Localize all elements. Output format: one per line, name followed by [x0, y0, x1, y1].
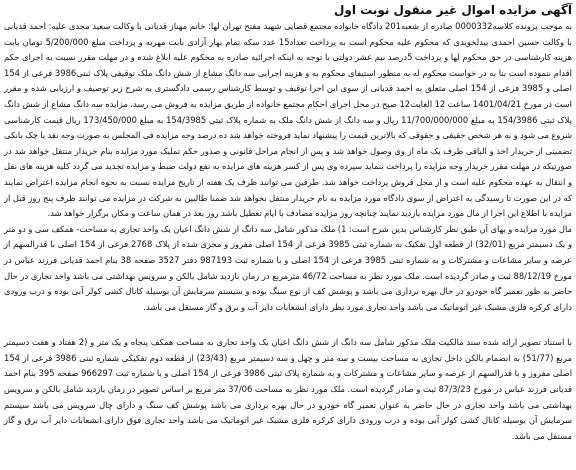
notice-paragraph-property-2: با استناد تصویر ارائه شده سند مالکیت ملک مذکور شامل سه دانگ از شش دانگ اعیان یک واحد تجاری به مساحت همکف پنجاه و یک متر و (2 هفتاد و هفت دسیمتر مربع (51/77) به انضمام بالکن داخل تجاری به مساحت بیست و سه متر و چهل و سه دسیمتر مربع (23/43) از قطعه دوم تفکیکی شماره ثبتی 3986 فرعی از 154 اصلی مفروز و با قدرالسهم از عرصه و سایر مشاعات و مشترکات و به شماره پلاک ثبتی 3986 فرعی از 154 اصلی و با شماره ثبت 966297 صفحه 395 بنام احمد قدیانی فرزند عباس در مورخ 87/3/23 ثبت و صادر گردیده است. ملک مورد نظر به مساحت 37/06 متر مربع بر اساس تصویر در زمان بازدید شامل بالکن و سرویس بهداشتی می باشد واحد تجاری در حال حاضر به عنوان تعمیر گاه خودرو در حال بهره برداری می باشد پوشش کف سنگ و دارای چال سرویس می باشد سیستم سرمایش آن بوسیله کانال کشی کولر آبی بوده و درب ورودی دارای کرکره فلزی مشبک غیر اتوماتیک می باشد واحد تجاری فوق دارای انشعابات دایر آب برق و گاز مستقل می باشد.	[4, 337, 573, 441]
paragraph-gap	[4, 315, 572, 335]
notice-paragraph-main: به موجب پرونده کلاسه0000332 صادره از شعبه201 دادگاه خانواده مجتمع قضایی شهید مفتح تهران لها: خانم مهناز قدیانی با وکالت سعید مجدی علیه: احمد قدیانی با وکالت حسین احمدی بیدلخویدی که محکوم علیه محکوم است به پرداخت تعداد15 عدد سکه تمام بهار آزادی بابت مهریه و پرداخت مبلغ 5/200/000 تومان بابت هزینه کارشناسی در حق محکوم لها و پرداخت 5درصد نیم عشر دولتی با توجه به اینکه اجرائیه صادره به محکوم علیه ابلاغ شده و در مهلت مقرر نسبت به اجرای حکم اقدام ننموده است بنا به در خواست محکوم له به منظور استیفای محکوم به و هزینه اجرایی سه دانگ مشاع از شش دانگ ملک توقیفی پلاک ثبتی3986 فرعی از 154 اصلی و 3985 فرعی از 154 اصلی متعلق به احمد قدیانی از سوی این اجرا توقیف و توسط کارشناس رسمی دادگستری به شرح زیر توصیف و ارزیابی شده و مقرر است در مورخ 1401/04/21 ساعت 12 الغایت12 صبح در محل اجرای احکام مجتمع خانواده از طریق مزایده به فروش می رسد، مزایده سه دانگ مشاع از شش دانگ پلاک ثبتی 154/3986 به مبلغ 11/700/000/000 ریال و سه دانگ از شش دانگ ملک به شماره پلاک ثبتی 154/3985 به مبلغ 173/450/000 ریال قیمت کارشناسی شروع می شود و به هر شخص حقیقی و حقوقی که بالاترین قیمت را پیشنهاد نماید فروخته خواهد شد ده درصد وجه مزایده فی المجلس به صورت وجه نقد یا چک بانکی تضمینی از خریدار اخذ و الباقی ظرف یک ماه از وی وصول خواهد شد و پس از انجام مراحل قانونی و صدور حکم تملیک مورد مزایده بنام خریدار منتقل خواهد شد در صورتیکه در مهلت مقرر خریدار وجه مزایده را پرداخت ننماید سپرده وی پس از کسر هزینه های مزایده به نفع دولت ضبط و مزایده تجدید می گردد کلیه هزینه های نقل و انتقال به عهده محکوم علیه است و از محل فروش پرداخت خواهد شد. طرفین می توانند ظرف یک هفته از تاریخ مزایده نسبت به نحوه انجام مزایده اعتراض نمایند که در این صورت تا رسیدگی به اعتراض از سوی دادگاه مورد مزایده به نام خریدار منتقل نخواهد شد ضمنا طالبین به شرکت در مزایده می توانند ظرف پنج روز قبل از مزایده با اطلاع این اجرا از مال مورد مزایده بازدید نمایند چنانچه روز مزایده مصادف با ایام تعطیل باشد روز بعد در همان ساعت و مکان برگزار خواهد شد.	[4, 21, 573, 219]
notice-paragraph-property-1: مال مورد مزایده و بهای آن طبق نظر کارشناس بدین شرح است: 1) ملک مذکور شامل سه دانگ از شش دانگ اعیان یک واحد تجاری به مساحت- همکف سی و دو متر و یک دسیمتر مربع (32/01) از قطعه اول تفکیک به شماره ثبتی 3985 فرعی از 154 اصلی مفروز و مجزی شده از پلاک 2768 فرعی از 154 اصلی با قدرالسهم از عرصه و سایر مشاعات و مشترکات و به شماره ثبتی 3985 فرعی از 154 اصلی و با شماره ثبت 987193 دفتر 3527 صفحه 38 بنام احمد قدیانی فرزند عباس در مورخ 88/12/19 ثبت و صادر گردیده است. ملک مورد نظر به مساحت 46/72 مترمربع در زمان بازدید شامل بالکن و سرویس بهداشتی می باشد واحد تجاری در حال حاضر به طور تعمیر گاه خودرو در حال بهره برداری می باشد و پوشش کف از نوع سنگ بوده و سیستم سرمایش آن بوسیله کانال کشی کولر آبی بوده و درب ورودی دارای کرکره فلزی مشبک غیر اتوماتیک می باشد واحد تجاری مورد نظر دارای انشعابات دایر آب و برق و گاز مستقل می باشد.	[4, 223, 573, 312]
notice-title: آگهی مزایده اموال غیر منقول نوبت اول	[333, 3, 572, 17]
